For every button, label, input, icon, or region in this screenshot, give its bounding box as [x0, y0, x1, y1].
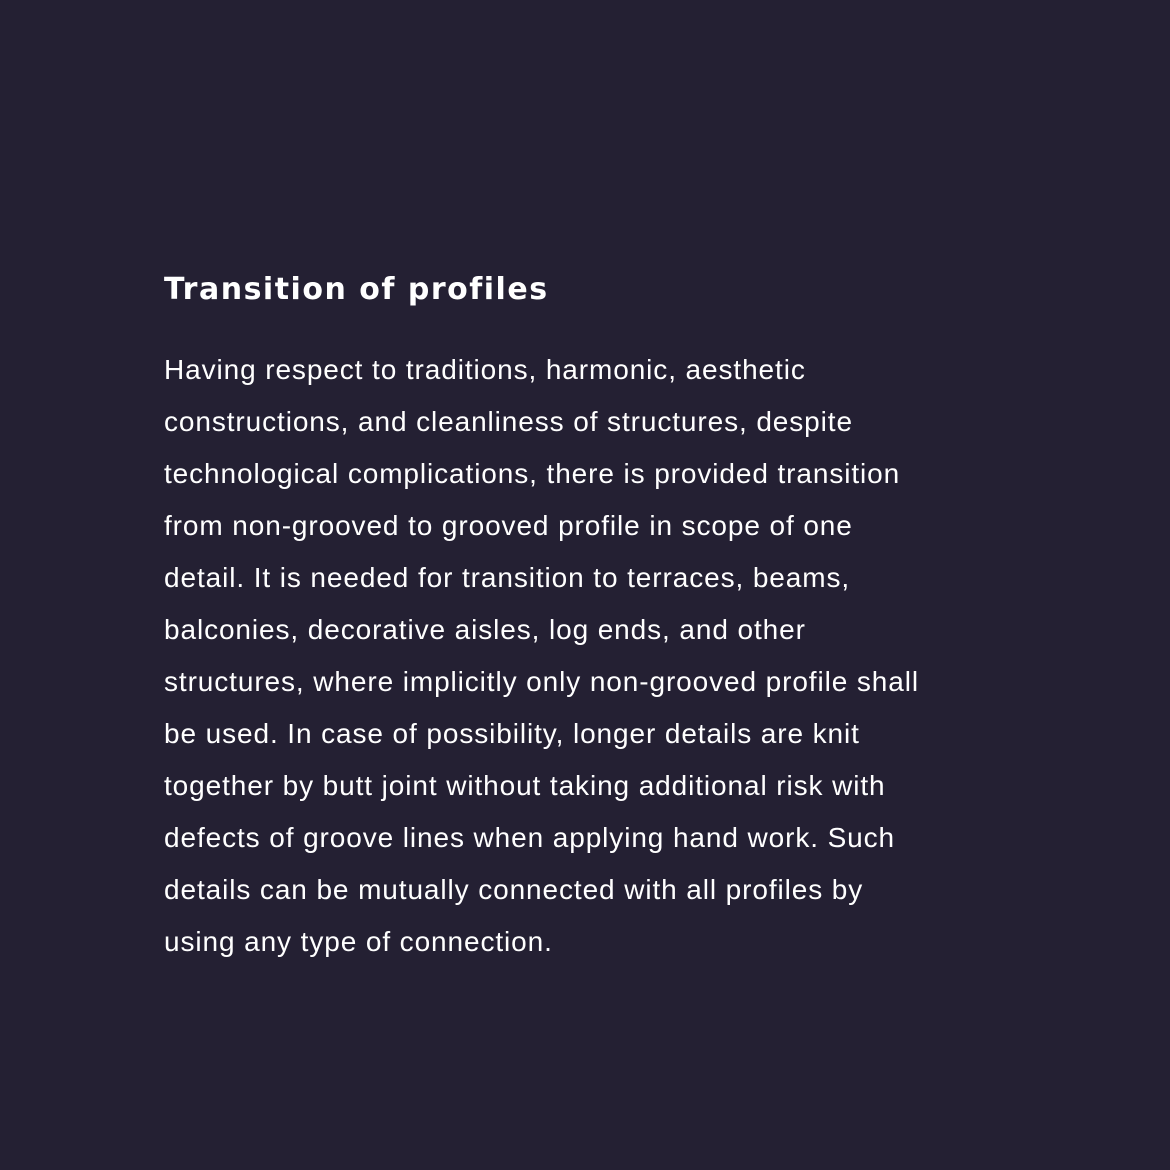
paragraph-line: Having respect to traditions, harmonic, aesthetic — [164, 354, 806, 385]
paragraph-line: detail. It is needed for transition to terraces, beams, — [164, 562, 851, 593]
paragraph-line: together by butt joint without taking additional risk with — [164, 770, 886, 801]
paragraph-line: be used. In case of possibility, longer details are knit — [164, 718, 860, 749]
paragraph-line: constructions, and cleanliness of structures, despite — [164, 406, 853, 437]
paragraph-line: defects of groove lines when applying hand work. Such — [164, 822, 896, 853]
paragraph-line: structures, where implicitly only non-grooved profile shall — [164, 666, 919, 697]
paragraph-line: using any type of connection. — [164, 926, 553, 957]
paragraph-line: details can be mutually connected with all profiles by — [164, 874, 864, 905]
paragraph-line: balconies, decorative aisles, log ends, and other — [164, 614, 806, 645]
section-heading: Transition of profiles — [164, 272, 549, 307]
section-paragraph — [164, 344, 1024, 968]
content-block — [164, 270, 1024, 968]
paragraph-line: from non-grooved to grooved profile in scope of one — [164, 510, 853, 541]
paragraph-line: technological complications, there is provided transition — [164, 458, 901, 489]
